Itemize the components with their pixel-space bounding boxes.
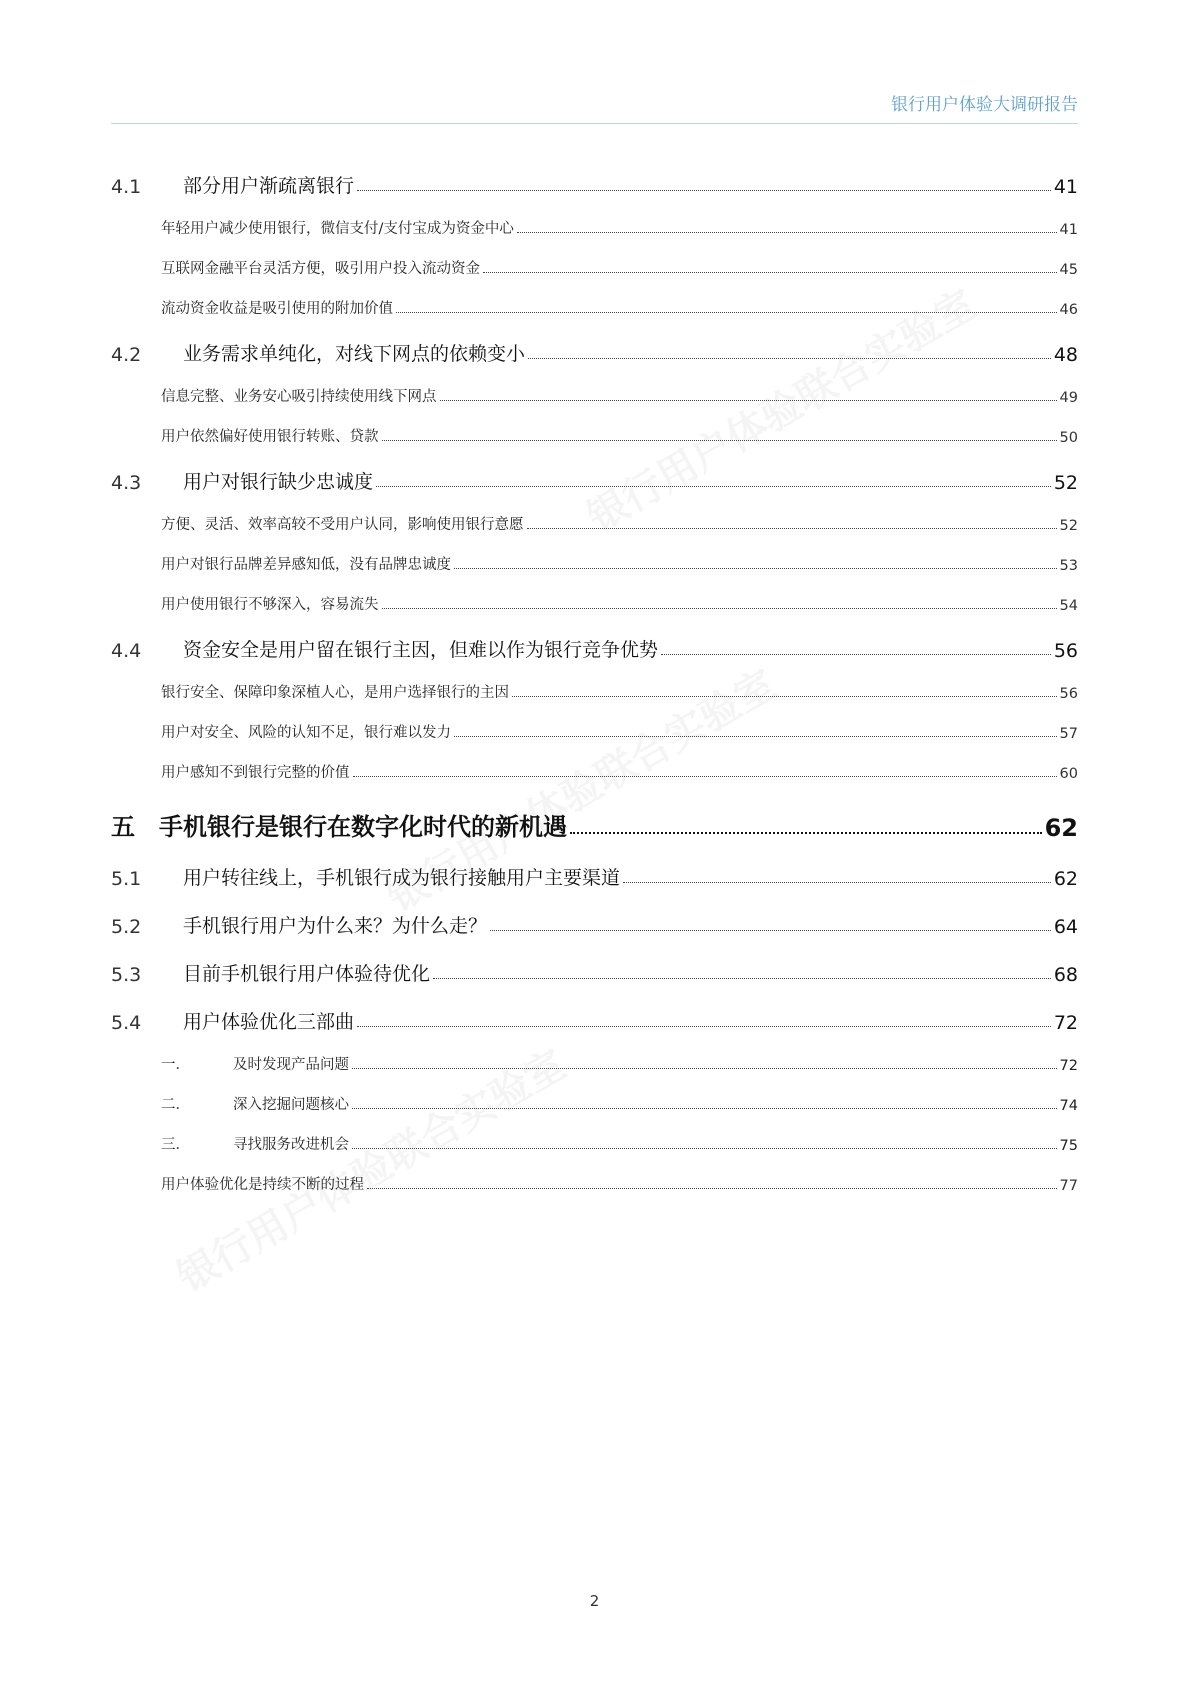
toc-entry[interactable] [111,574,1078,614]
toc-entry-title: 深入挖掘问题核心 [233,1097,349,1113]
toc-entry-page: 48 [1053,344,1078,366]
toc-entry-page: 46 [1059,302,1078,318]
toc-dot-leader [483,272,1057,273]
toc-entry-page: 50 [1059,430,1078,446]
toc-dot-leader [433,978,1051,979]
toc-entry-page: 75 [1059,1138,1078,1154]
toc-dot-leader [382,608,1057,609]
header-divider [111,123,1078,124]
toc-entry-page: 62 [1044,814,1078,842]
toc-entry[interactable] [111,534,1078,574]
toc-entry-page: 54 [1059,598,1078,614]
toc-entry[interactable] [111,986,1078,1034]
toc-dot-leader [352,1148,1057,1149]
toc-entry[interactable] [111,494,1078,534]
toc-entry[interactable] [111,890,1078,938]
toc-dot-leader [357,190,1051,191]
toc-entry-number: 五 [111,813,135,841]
toc-entry-page: 62 [1053,868,1078,890]
toc-entry-title: 用户使用银行不够深入，容易流失 [161,597,379,613]
toc-entry-page: 41 [1053,176,1078,198]
toc-entry-title: 用户对银行品牌差异感知低，没有品牌忠诚度 [161,557,451,573]
toc-entry-number: 一． [161,1057,190,1073]
toc-entry[interactable] [111,198,1078,238]
toc-entry[interactable] [111,702,1078,742]
toc-entry[interactable] [111,238,1078,278]
toc-entry[interactable] [111,278,1078,318]
toc-entry[interactable] [111,1154,1078,1194]
toc-entry-page: 74 [1059,1098,1078,1114]
toc-dot-leader [528,358,1051,359]
toc-entry-title: 用户对银行缺少忠诚度 [183,471,374,493]
document-header-title: 银行用户体验大调研报告 [891,95,1078,115]
toc-entry-page: 68 [1053,964,1078,986]
toc-entry-title: 用户感知不到银行完整的价值 [161,765,350,781]
toc-dot-leader [517,232,1057,233]
toc-entry-title: 信息完整、业务安心吸引持续使用线下网点 [161,389,437,405]
toc-entry[interactable] [111,318,1078,366]
page-number: 2 [589,1592,600,1610]
toc-entry[interactable] [111,1034,1078,1074]
toc-entry-number: 4.3 [111,472,142,494]
toc-entry-number: 5.4 [111,1012,142,1034]
toc-entry-page: 49 [1059,390,1078,406]
toc-dot-leader [490,930,1051,931]
toc-dot-leader [454,568,1057,569]
toc-entry-title: 手机银行是银行在数字化时代的新机遇 [159,813,567,841]
toc-entry[interactable] [111,662,1078,702]
toc-entry-number: 5.2 [111,916,142,938]
toc-entry-title: 用户依然偏好使用银行转账、贷款 [161,429,379,445]
toc-entry-title: 银行安全、保障印象深植人心，是用户选择银行的主因 [161,685,509,701]
toc-dot-leader [352,1068,1057,1069]
toc-entry-number: 4.2 [111,344,142,366]
toc-entry[interactable] [111,842,1078,890]
toc-entry-number: 5.3 [111,964,142,986]
toc-dot-leader [376,486,1051,487]
toc-dot-leader [352,1108,1057,1109]
toc-entry-number: 二． [161,1097,190,1113]
toc-entry-title: 用户对安全、风险的认知不足，银行难以发力 [161,725,451,741]
toc-entry-title: 寻找服务改进机会 [233,1137,349,1153]
toc-entry-page: 41 [1059,222,1078,238]
toc-entry-page: 52 [1053,472,1078,494]
toc-entry[interactable] [111,742,1078,782]
toc-entry[interactable] [111,406,1078,446]
toc-entry-title: 年轻用户减少使用银行，微信支付/支付宝成为资金中心 [161,221,514,237]
toc-entry[interactable] [111,1114,1078,1154]
toc-entry-page: 56 [1053,640,1078,662]
toc-entry-number: 4.4 [111,640,142,662]
toc-entry-title: 手机银行用户为什么来？为什么走？ [183,915,488,937]
toc-dot-leader [440,400,1057,401]
toc-dot-leader [454,736,1057,737]
toc-entry-title: 部分用户渐疏离银行 [183,175,355,197]
toc-entry-title: 资金安全是用户留在银行主因，但难以作为银行竞争优势 [183,639,659,661]
toc-entry-title: 用户体验优化是持续不断的过程 [161,1177,364,1193]
toc-entry-title: 目前手机银行用户体验待优化 [183,963,431,985]
toc-dot-leader [382,440,1057,441]
toc-entry-title: 用户体验优化三部曲 [183,1011,355,1033]
toc-entry[interactable] [111,446,1078,494]
toc-entry-page: 45 [1059,262,1078,278]
toc-entry-number: 4.1 [111,176,142,198]
toc-dot-leader [570,832,1042,834]
toc-dot-leader [623,882,1051,883]
toc-entry-title: 流动资金收益是吸引使用的附加价值 [161,301,393,317]
toc-dot-leader [367,1188,1057,1189]
toc-entry-page: 77 [1059,1178,1078,1194]
toc-dot-leader [527,528,1057,529]
toc-dot-leader [661,654,1051,655]
table-of-contents [111,150,1078,1194]
toc-dot-leader [396,312,1057,313]
toc-entry[interactable] [111,614,1078,662]
toc-entry-title: 用户转往线上，手机银行成为银行接触用户主要渠道 [183,867,621,889]
toc-entry[interactable] [111,366,1078,406]
toc-entry-page: 72 [1053,1012,1078,1034]
toc-dot-leader [512,696,1057,697]
toc-entry-page: 64 [1053,916,1078,938]
toc-entry-title: 及时发现产品问题 [233,1057,349,1073]
toc-entry-title: 互联网金融平台灵活方便，吸引用户投入流动资金 [161,261,480,277]
toc-entry-page: 52 [1059,518,1078,534]
toc-dot-leader [357,1026,1051,1027]
toc-entry[interactable] [111,150,1078,198]
toc-entry-page: 60 [1059,766,1078,782]
toc-entry-page: 53 [1059,558,1078,574]
toc-entry-number: 5.1 [111,868,142,890]
toc-entry-title: 方便、灵活、效率高较不受用户认同，影响使用银行意愿 [161,517,524,533]
toc-entry-title: 业务需求单纯化，对线下网点的依赖变小 [183,343,526,365]
toc-entry[interactable] [111,1074,1078,1114]
toc-entry-page: 72 [1059,1058,1078,1074]
toc-entry[interactable] [111,938,1078,986]
toc-entry-page: 56 [1059,686,1078,702]
toc-entry[interactable] [111,782,1078,842]
toc-entry-page: 57 [1059,726,1078,742]
toc-entry-number: 三． [161,1137,190,1153]
toc-dot-leader [353,776,1057,777]
